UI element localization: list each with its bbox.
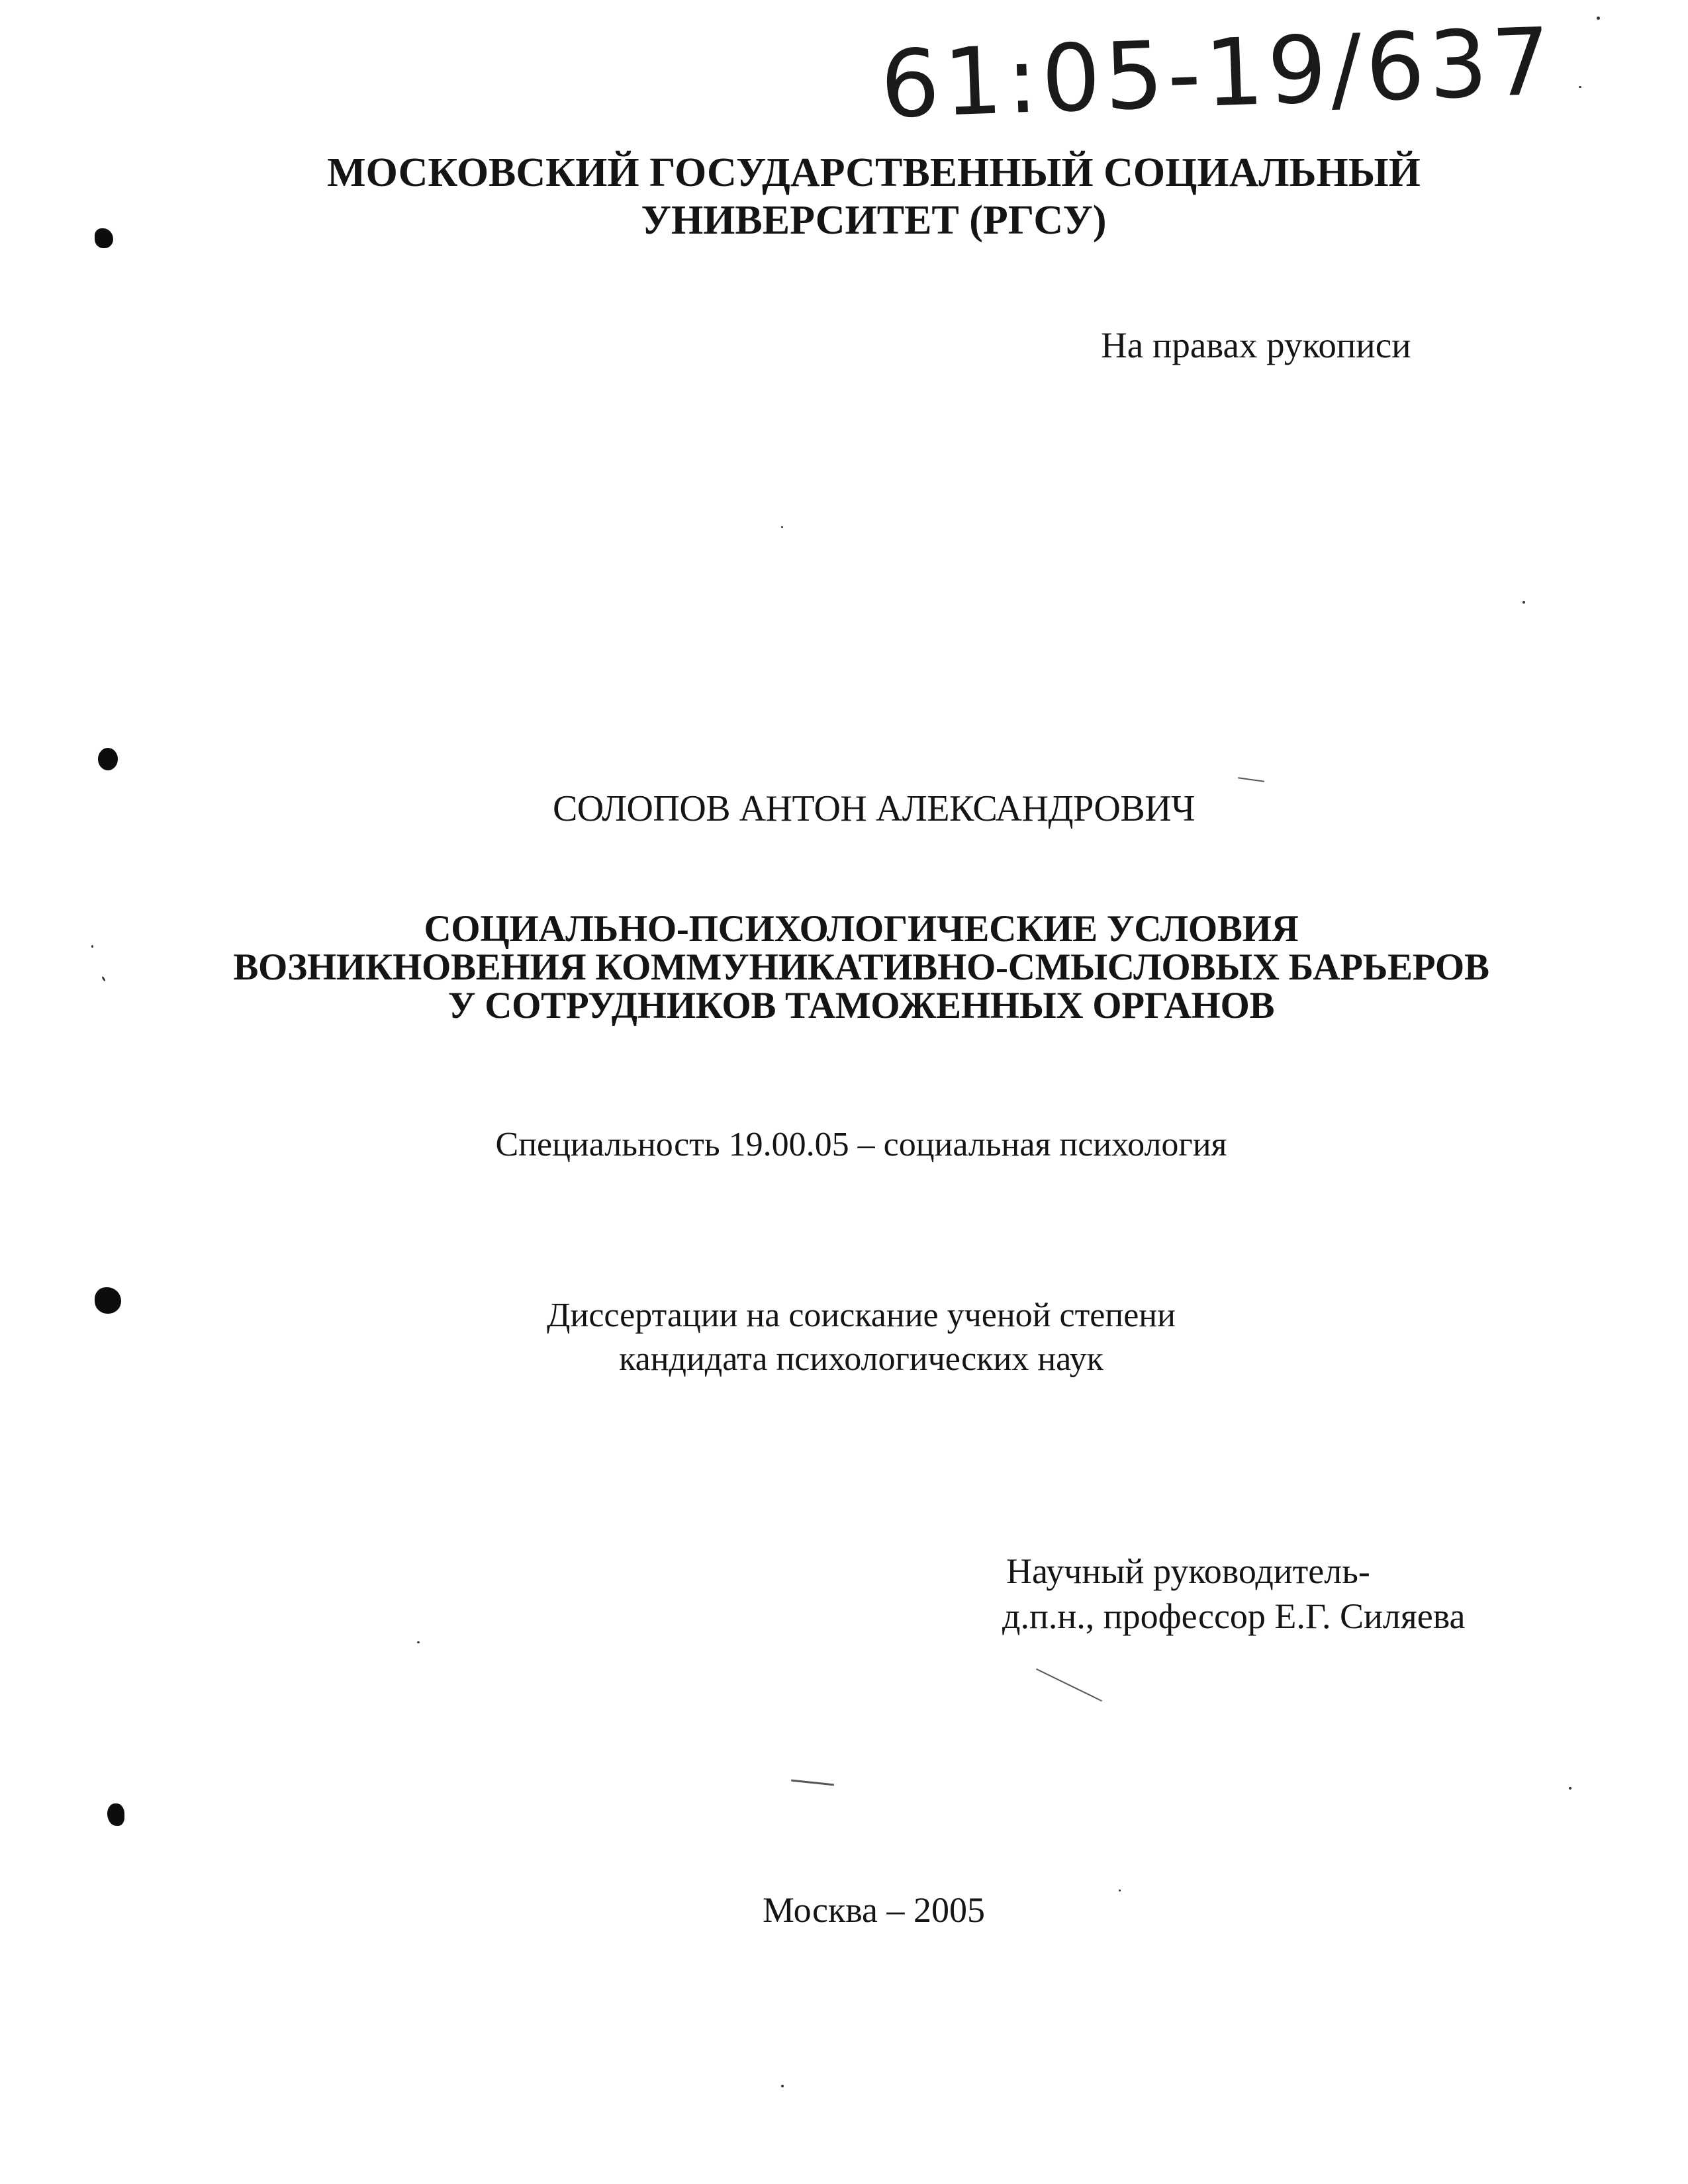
city-year: Москва – 2005	[763, 1890, 985, 1930]
scan-stroke	[1238, 777, 1264, 782]
punch-hole-mark	[95, 228, 113, 248]
scan-stroke	[791, 1780, 834, 1786]
title-line-1: СОЦИАЛЬНО-ПСИХОЛОГИЧЕСКИЕ УСЛОВИЯ	[424, 908, 1299, 950]
scan-speck	[1579, 86, 1581, 88]
advisor-line-2: д.п.н., профессор Е.Г. Силяева	[1002, 1596, 1466, 1636]
scan-speck	[417, 1641, 420, 1643]
scan-speck	[1569, 1787, 1571, 1790]
scan-speck	[91, 945, 93, 948]
dissertation-title	[0, 910, 1688, 1025]
degree-line-2: кандидата психологических наук	[619, 1340, 1103, 1378]
scan-stroke	[1036, 1668, 1102, 1702]
manuscript-rights-note: На правах рукописи	[1101, 325, 1411, 365]
university-line-2: УНИВЕРСИТЕТ (РГСУ)	[641, 198, 1107, 243]
handwritten-catalog-number: 61:05-19/637	[878, 8, 1557, 140]
title-line-3: У СОТРУДНИКОВ ТАМОЖЕННЫХ ОРГАНОВ	[447, 985, 1275, 1026]
scientific-advisor	[1002, 1549, 1466, 1639]
university-line-1: МОСКОВСКИЙ ГОСУДАРСТВЕННЫЙ СОЦИАЛЬНЫЙ	[327, 150, 1421, 195]
punch-hole-mark	[107, 1803, 124, 1826]
degree-line-1: Диссертации на соискание ученой степени	[547, 1297, 1176, 1334]
degree-statement	[0, 1294, 1688, 1381]
scan-speck	[1119, 1889, 1121, 1891]
university-header	[0, 149, 1688, 244]
punch-hole-mark	[98, 748, 118, 770]
scan-speck	[1597, 17, 1600, 20]
advisor-line-1: Научный руководитель-	[1006, 1551, 1370, 1591]
scan-speck	[781, 526, 783, 528]
title-line-2: ВОЗНИКНОВЕНИЯ КОММУНИКАТИВНО-СМЫСЛОВЫХ БАРЬЕРОВ	[233, 946, 1489, 988]
author-name: СОЛОПОВ АНТОН АЛЕКСАНДРОВИЧ	[552, 788, 1196, 829]
specialty: Специальность 19.00.05 – социальная психология	[495, 1126, 1227, 1163]
scan-speck	[781, 2085, 784, 2087]
punch-hole-mark	[95, 1287, 121, 1314]
scan-speck	[1523, 601, 1525, 604]
